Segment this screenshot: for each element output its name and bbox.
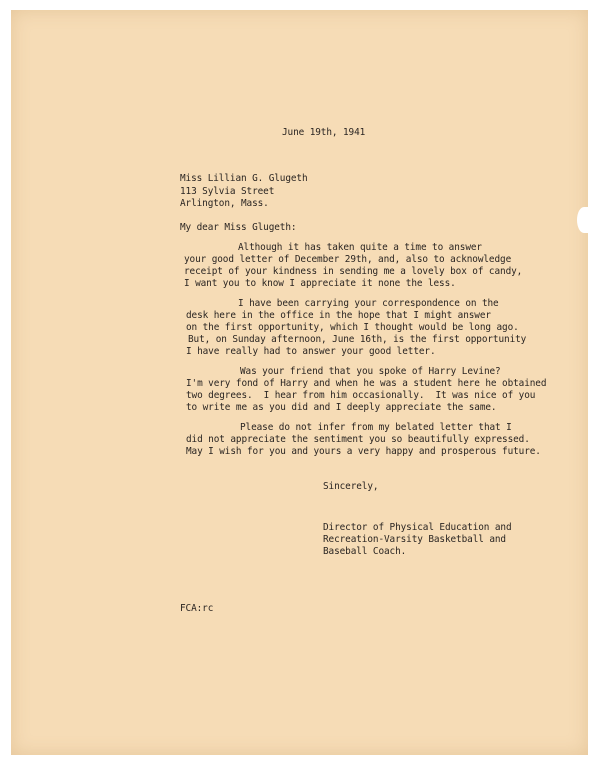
- paragraph-4-line-1: Please do not infer from my belated letter that I: [240, 422, 512, 433]
- paragraph-2-line-3: on the first opportunity, which I thought would be long ago.: [186, 322, 519, 333]
- paragraph-3-line-2: I'm very fond of Harry and when he was a student here he obtained: [186, 378, 547, 389]
- paragraph-2-line-1: I have been carrying your correspondence on the: [238, 298, 499, 309]
- paragraph-3-line-3: two degrees. I hear from him occasionally. It was nice of you: [186, 390, 536, 401]
- closing: Sincerely,: [323, 481, 379, 492]
- recipient-name: Miss Lillian G. Glugeth: [180, 173, 308, 184]
- paragraph-2-line-5: I have really had to answer your good letter.: [186, 346, 436, 357]
- paragraph-4-line-3: May I wish for you and yours a very happy and prosperous future.: [186, 446, 541, 457]
- recipient-street: 113 Sylvia Street: [180, 186, 275, 197]
- recipient-city: Arlington, Mass.: [180, 198, 269, 209]
- typist-initials: FCA:rc: [180, 603, 214, 614]
- paragraph-2-line-2: desk here in the office in the hope that I might answer: [186, 310, 491, 321]
- signature-title-line-2: Recreation-Varsity Basketball and: [323, 534, 506, 545]
- paragraph-2-line-4: But, on Sunday afternoon, June 16th, is the first opportunity: [188, 334, 527, 345]
- letter-date: June 19th, 1941: [282, 127, 366, 138]
- paragraph-1-line-4: I want you to know I appreciate it none the less.: [184, 278, 456, 289]
- paragraph-4-line-2: did not appreciate the sentiment you so beautifully expressed.: [186, 434, 530, 445]
- torn-edge: [577, 207, 591, 233]
- paragraph-1-line-1: Although it has taken quite a time to answer: [238, 242, 482, 253]
- paragraph-3-line-4: to write me as you did and I deeply appreciate the same.: [186, 402, 497, 413]
- paragraph-1-line-2: your good letter of December 29th, and, also to acknowledge: [184, 254, 512, 265]
- paragraph-3-line-1: Was your friend that you spoke of Harry Levine?: [240, 366, 501, 377]
- salutation: My dear Miss Glugeth:: [180, 222, 297, 233]
- signature-title-line-1: Director of Physical Education and: [323, 522, 512, 533]
- signature-title-line-3: Baseball Coach.: [323, 546, 407, 557]
- paragraph-1-line-3: receipt of your kindness in sending me a lovely box of candy,: [184, 266, 523, 277]
